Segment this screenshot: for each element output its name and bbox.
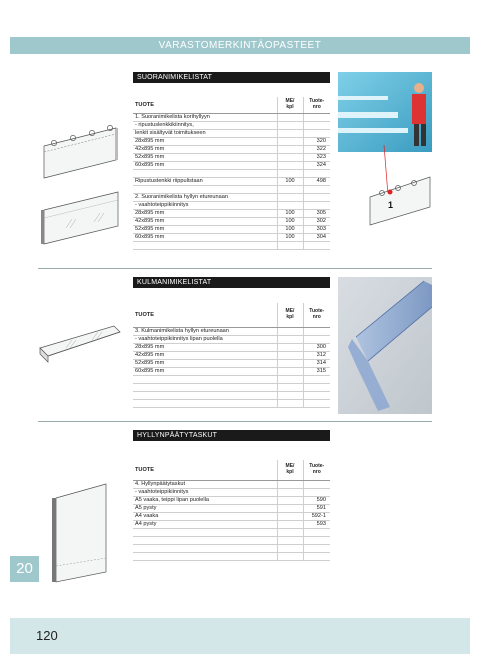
section-divider <box>38 421 432 422</box>
photo-label: 1 <box>388 200 394 210</box>
table-row <box>133 351 330 359</box>
product-cell <box>133 383 277 391</box>
table-row <box>133 375 330 383</box>
product-cell: 28x895 mm <box>133 209 277 217</box>
product-cell: 28x895 mm <box>133 343 277 351</box>
product-cell: 52x895 mm <box>133 153 277 161</box>
unit-cell <box>277 137 303 145</box>
product-cell: 3. Kulmanimikelista hyllyn etureunaan <box>133 327 277 335</box>
product-cell: 60x895 mm <box>133 233 277 241</box>
product-cell <box>133 536 277 544</box>
number-cell <box>303 121 330 129</box>
table-row <box>133 383 330 391</box>
product-cell: Ripustustenkki riippulistaan <box>133 177 277 185</box>
number-cell <box>303 552 330 560</box>
product-cell <box>133 552 277 560</box>
col-header-unit: ME/ kpl <box>277 460 303 480</box>
col-header-product: TUOTE <box>133 303 277 327</box>
unit-cell <box>277 552 303 560</box>
table-row <box>133 225 330 233</box>
unit-cell <box>277 496 303 504</box>
table-row <box>133 137 330 145</box>
section-divider <box>38 268 432 269</box>
section-title-kulmanimikelistat: KULMANIMIKELISTAT <box>133 277 330 288</box>
table-row <box>133 185 330 193</box>
table-row <box>133 217 330 225</box>
number-cell: 304 <box>303 233 330 241</box>
table-row <box>133 480 330 488</box>
product-table-1 <box>133 97 330 250</box>
number-cell <box>303 536 330 544</box>
product-cell: A4 vaaka <box>133 512 277 520</box>
number-cell <box>303 185 330 193</box>
table-row <box>133 504 330 512</box>
table-row <box>133 169 330 177</box>
table-row <box>133 536 330 544</box>
col-header-unit: ME/ kpl <box>277 97 303 113</box>
number-cell: 300 <box>303 343 330 351</box>
table-row <box>133 552 330 560</box>
col-header-number: Tuote- nro <box>303 460 330 480</box>
product-cell: lenkit sisältyvät toimitukseen <box>133 129 277 137</box>
table-row <box>133 359 330 367</box>
table-row <box>133 327 330 335</box>
number-cell <box>303 383 330 391</box>
number-cell: 315 <box>303 367 330 375</box>
unit-cell <box>277 383 303 391</box>
number-cell: 303 <box>303 225 330 233</box>
number-cell <box>303 169 330 177</box>
unit-cell <box>277 161 303 169</box>
unit-cell: 100 <box>277 177 303 185</box>
shelf-end-pocket-illustration <box>48 478 114 586</box>
product-cell <box>133 391 277 399</box>
product-table-3 <box>133 460 330 561</box>
unit-cell <box>277 169 303 177</box>
product-cell: 2. Suoranimikelista hyllyn etureunaan <box>133 193 277 201</box>
unit-cell <box>277 335 303 343</box>
label-strip-closeup-illustration <box>368 145 432 227</box>
unit-cell <box>277 520 303 528</box>
unit-cell <box>277 544 303 552</box>
number-cell <box>303 335 330 343</box>
table-row <box>133 201 330 209</box>
unit-cell: 100 <box>277 209 303 217</box>
section-title-hyllynpaatytaskut: HYLLYNPÄÄTYTASKUT <box>133 430 330 441</box>
number-cell <box>303 528 330 536</box>
number-cell: 324 <box>303 161 330 169</box>
number-cell: 590 <box>303 496 330 504</box>
unit-cell: 100 <box>277 217 303 225</box>
number-cell: 592-1 <box>303 512 330 520</box>
col-header-product: TUOTE <box>133 460 277 480</box>
number-cell <box>303 201 330 209</box>
unit-cell <box>277 193 303 201</box>
number-cell: 591 <box>303 504 330 512</box>
product-cell: - vaahtoteippikiinnitys <box>133 201 277 209</box>
unit-cell <box>277 327 303 335</box>
number-cell <box>303 129 330 137</box>
page-number: 120 <box>36 628 58 643</box>
table-row <box>133 113 330 121</box>
product-cell: - vaahtoteippikiinnitys <box>133 488 277 496</box>
number-cell: 305 <box>303 209 330 217</box>
table-row <box>133 241 330 249</box>
product-cell: 4. Hyllynpäätytaskut <box>133 480 277 488</box>
unit-cell <box>277 121 303 129</box>
unit-cell <box>277 113 303 121</box>
product-cell: 42x895 mm <box>133 217 277 225</box>
number-cell <box>303 375 330 383</box>
number-cell <box>303 544 330 552</box>
product-cell: 42x895 mm <box>133 145 277 153</box>
number-cell <box>303 488 330 496</box>
shelf-edge-label-strip-illustration <box>38 188 122 250</box>
unit-cell: 100 <box>277 225 303 233</box>
product-cell <box>133 528 277 536</box>
unit-cell <box>277 480 303 488</box>
table-row <box>133 177 330 185</box>
page-footer <box>10 618 470 654</box>
product-cell: - vaahtoteippikiinnitys lipan puolella <box>133 335 277 343</box>
table-row <box>133 233 330 241</box>
product-cell <box>133 399 277 407</box>
unit-cell <box>277 391 303 399</box>
table-row <box>133 129 330 137</box>
product-cell: 60x895 mm <box>133 161 277 169</box>
unit-cell <box>277 536 303 544</box>
unit-cell <box>277 145 303 153</box>
number-cell: 322 <box>303 145 330 153</box>
table-row <box>133 520 330 528</box>
table-row <box>133 488 330 496</box>
number-cell: 312 <box>303 351 330 359</box>
product-cell <box>133 241 277 249</box>
number-cell <box>303 391 330 399</box>
table-row <box>133 193 330 201</box>
col-header-number: Tuote- nro <box>303 97 330 113</box>
table-row <box>133 391 330 399</box>
unit-cell <box>277 241 303 249</box>
table-row <box>133 161 330 169</box>
angle-profile-photo <box>338 277 432 414</box>
unit-cell <box>277 343 303 351</box>
table-row <box>133 367 330 375</box>
hanging-label-strip-illustration <box>38 118 122 186</box>
table-row <box>133 544 330 552</box>
unit-cell <box>277 367 303 375</box>
table-row <box>133 209 330 217</box>
product-cell: A4 pysty <box>133 520 277 528</box>
unit-cell: 100 <box>277 233 303 241</box>
unit-cell <box>277 153 303 161</box>
number-cell: 498 <box>303 177 330 185</box>
table-row <box>133 512 330 520</box>
unit-cell <box>277 359 303 367</box>
unit-cell <box>277 488 303 496</box>
col-header-number: Tuote- nro <box>303 303 330 327</box>
store-photo <box>338 72 432 152</box>
page-banner: VARASTOMERKINTÄOPASTEET <box>10 37 470 54</box>
unit-cell <box>277 512 303 520</box>
chapter-tab: 20 <box>10 556 39 582</box>
product-cell <box>133 169 277 177</box>
unit-cell <box>277 375 303 383</box>
number-cell <box>303 327 330 335</box>
unit-cell <box>277 185 303 193</box>
number-cell: 302 <box>303 217 330 225</box>
number-cell: 323 <box>303 153 330 161</box>
angled-label-strip-illustration <box>36 318 124 368</box>
unit-cell <box>277 351 303 359</box>
table-row <box>133 496 330 504</box>
table-row <box>133 399 330 407</box>
product-cell: - ripustuslenkkikiinnitys, <box>133 121 277 129</box>
product-cell: 60x895 mm <box>133 367 277 375</box>
table-row <box>133 343 330 351</box>
col-header-product: TUOTE <box>133 97 277 113</box>
table-row <box>133 528 330 536</box>
product-cell: 28x895 mm <box>133 137 277 145</box>
number-cell <box>303 193 330 201</box>
number-cell: 320 <box>303 137 330 145</box>
table-row <box>133 153 330 161</box>
table-row <box>133 121 330 129</box>
number-cell <box>303 113 330 121</box>
product-cell: A5 vaaka, teippi lipan puolella <box>133 496 277 504</box>
number-cell <box>303 241 330 249</box>
product-cell: 42x895 mm <box>133 351 277 359</box>
product-cell: 52x895 mm <box>133 225 277 233</box>
product-table-2 <box>133 303 330 408</box>
number-cell <box>303 399 330 407</box>
table-row <box>133 335 330 343</box>
number-cell <box>303 480 330 488</box>
table-row <box>133 145 330 153</box>
product-cell <box>133 185 277 193</box>
number-cell: 314 <box>303 359 330 367</box>
unit-cell <box>277 399 303 407</box>
product-cell <box>133 375 277 383</box>
number-cell: 593 <box>303 520 330 528</box>
product-cell: A5 pysty <box>133 504 277 512</box>
product-cell <box>133 544 277 552</box>
unit-cell <box>277 504 303 512</box>
col-header-unit: ME/ kpl <box>277 303 303 327</box>
unit-cell <box>277 129 303 137</box>
section-title-suoranimikelistat: SUORANIMIKELISTAT <box>133 72 330 83</box>
product-cell: 52x895 mm <box>133 359 277 367</box>
unit-cell <box>277 201 303 209</box>
unit-cell <box>277 528 303 536</box>
product-cell: 1. Suoranimikelista korihyllyyn <box>133 113 277 121</box>
